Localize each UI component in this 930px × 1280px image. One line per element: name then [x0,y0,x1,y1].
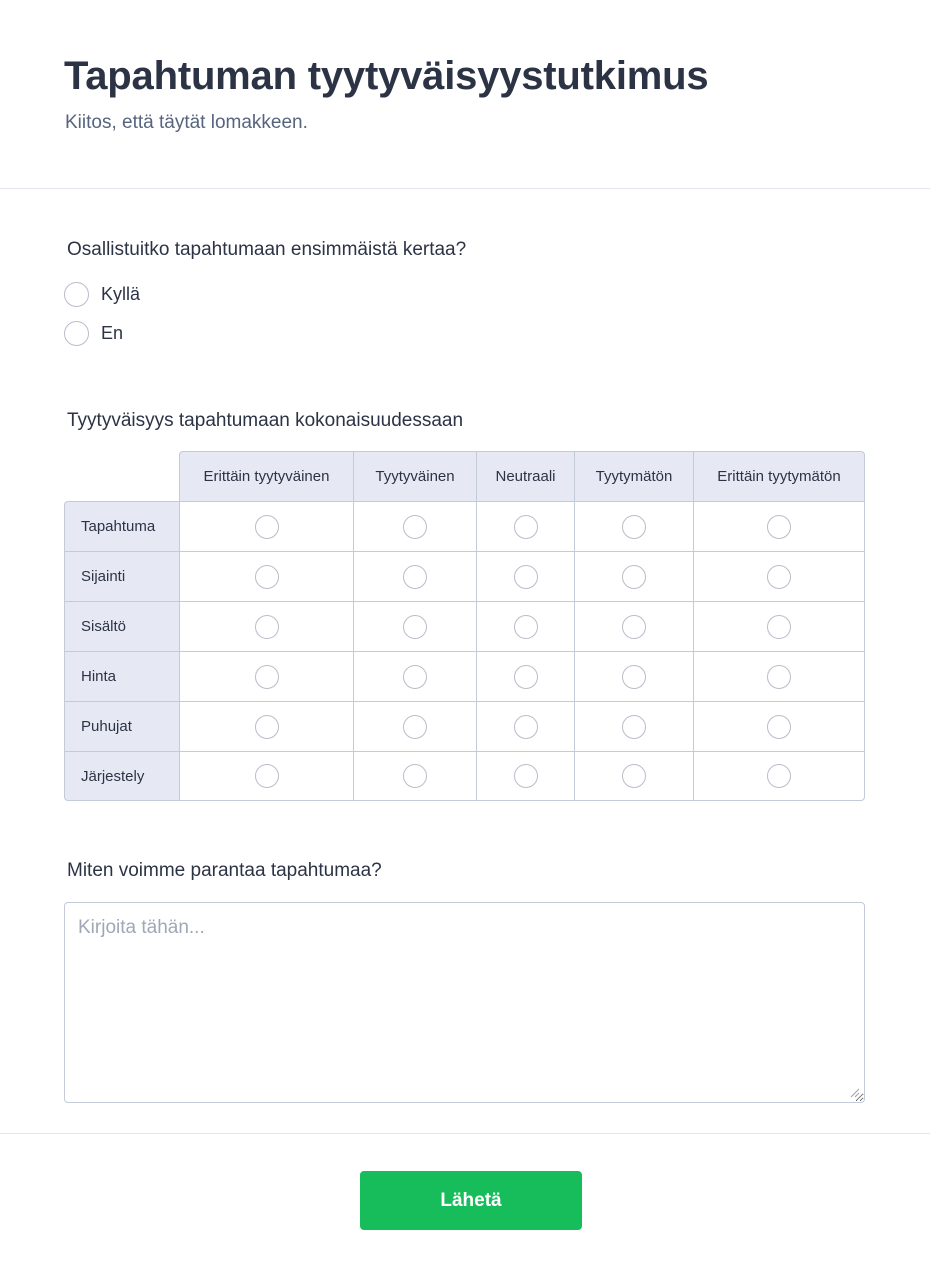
matrix-radio[interactable] [622,665,646,689]
matrix-row [64,751,865,801]
matrix-col-header: Neutraali [476,451,574,501]
matrix-radio[interactable] [255,615,279,639]
matrix-radio[interactable] [767,615,791,639]
matrix-cell [179,701,353,751]
matrix-row-label: Hinta [64,651,179,701]
matrix-cell [353,601,476,651]
matrix-radio[interactable] [514,665,538,689]
matrix-col-header: Tyytyväinen [353,451,476,501]
matrix-cell [179,601,353,651]
matrix-corner [64,451,179,501]
matrix-radio[interactable] [622,764,646,788]
matrix-cell [693,601,865,651]
matrix-radio[interactable] [255,665,279,689]
matrix-radio[interactable] [514,565,538,589]
matrix-cell [353,551,476,601]
question-satisfaction-label: Tyytyväisyys tapahtumaan kokonaisuudessaan [67,410,464,431]
matrix-radio[interactable] [255,515,279,539]
matrix-radio[interactable] [622,615,646,639]
matrix-row-label: Puhujat [64,701,179,751]
matrix-cell [693,701,865,751]
matrix-cell [574,501,693,551]
matrix-row-label: Järjestely [64,751,179,801]
matrix-row-label: Sisältö [64,601,179,651]
matrix-cell [693,501,865,551]
option-en[interactable] [64,320,123,346]
matrix-row [64,701,865,751]
improvement-textarea[interactable] [64,902,865,1103]
matrix-row-label: Sijainti [64,551,179,601]
matrix-col-header: Erittäin tyytymätön [693,451,865,501]
matrix-radio[interactable] [403,515,427,539]
matrix-radio[interactable] [403,565,427,589]
matrix-radio[interactable] [255,715,279,739]
matrix-radio[interactable] [767,515,791,539]
form-header [0,0,930,189]
option-en-label: En [101,322,124,343]
form-subtitle: Kiitos, että täytät lomakkeen. [65,112,308,133]
matrix-radio[interactable] [767,764,791,788]
radio-kylla[interactable] [64,282,89,307]
matrix-cell [476,651,574,701]
option-kylla-label: Kyllä [101,283,141,304]
matrix-cell [179,651,353,701]
matrix-cell [574,701,693,751]
matrix-radio[interactable] [767,715,791,739]
matrix-radio[interactable] [767,565,791,589]
matrix-radio[interactable] [622,565,646,589]
matrix-radio[interactable] [514,615,538,639]
matrix-cell [476,601,574,651]
matrix-cell [476,751,574,801]
radio-en[interactable] [64,321,89,346]
matrix-radio[interactable] [255,565,279,589]
matrix-cell [353,751,476,801]
matrix-cell [179,501,353,551]
matrix-radio[interactable] [403,665,427,689]
matrix-row [64,651,865,701]
matrix-cell [693,651,865,701]
matrix-radio[interactable] [514,764,538,788]
matrix-radio[interactable] [514,715,538,739]
matrix-cell [574,651,693,701]
question-first-time-label: Osallistuitko tapahtumaan ensimmäistä kertaa? [67,239,467,260]
matrix-radio[interactable] [403,615,427,639]
matrix-cell [574,601,693,651]
matrix-cell [693,551,865,601]
matrix-radio[interactable] [514,515,538,539]
matrix-row [64,501,865,551]
matrix-radio[interactable] [622,715,646,739]
matrix-radio[interactable] [255,764,279,788]
matrix-col-header: Erittäin tyytyväinen [179,451,353,501]
matrix-row [64,551,865,601]
matrix-cell [693,751,865,801]
matrix-row [64,601,865,651]
matrix-cell [179,551,353,601]
matrix-radio[interactable] [622,515,646,539]
matrix-cell [476,501,574,551]
submit-button[interactable]: Lähetä [360,1171,582,1230]
question-improve-label: Miten voimme parantaa tapahtumaa? [67,860,382,881]
matrix-cell [574,751,693,801]
form-title: Tapahtuman tyytyväisyystutkimus [64,54,709,98]
matrix-header-row [64,451,865,501]
matrix-radio[interactable] [767,665,791,689]
option-kylla[interactable] [64,281,140,307]
satisfaction-matrix [64,451,865,801]
matrix-col-header: Tyytymätön [574,451,693,501]
matrix-cell [476,701,574,751]
matrix-row-label: Tapahtuma [64,501,179,551]
matrix-cell [574,551,693,601]
matrix-cell [353,651,476,701]
matrix-radio[interactable] [403,764,427,788]
matrix-cell [353,701,476,751]
footer-divider [0,1133,930,1134]
matrix-radio[interactable] [403,715,427,739]
matrix-cell [179,751,353,801]
matrix-cell [476,551,574,601]
matrix-cell [353,501,476,551]
